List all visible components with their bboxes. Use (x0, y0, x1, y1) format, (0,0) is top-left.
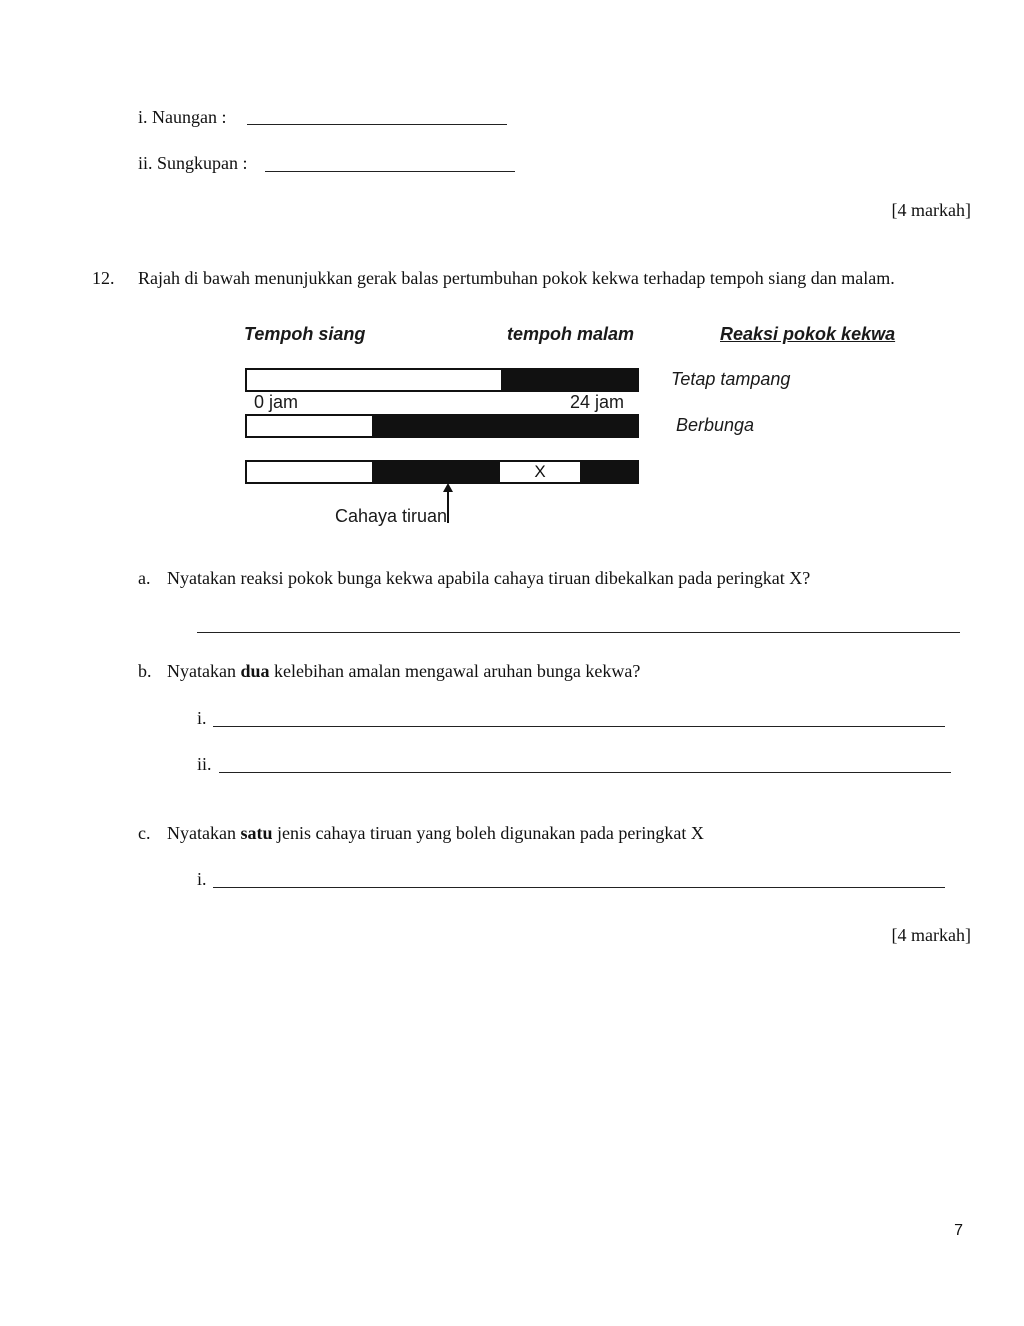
part-b-answer-line-i[interactable] (213, 726, 945, 727)
part-c-label: c. (138, 823, 151, 843)
naungan-answer-line[interactable] (247, 124, 507, 125)
marker-x: X (534, 462, 546, 481)
part-a-text: Nyatakan reaksi pokok bunga kekwa apabila cahaya tiruan dibekalkan pada peringkat X? (167, 568, 811, 588)
part-a-label: a. (138, 568, 151, 588)
tick-end: 24 jam (570, 392, 625, 412)
part-c-text: Nyatakan satu jenis cahaya tiruan yang boleh digunakan pada peringkat X (167, 823, 704, 843)
part-b-item-i-label: i. (197, 708, 207, 728)
part-b-item-ii-label: ii. (197, 754, 212, 774)
part-b-label: b. (138, 661, 152, 681)
header-night-period: tempoh malam (507, 324, 635, 344)
tick-start: 0 jam (254, 392, 299, 412)
arrow-label: Cahaya tiruan (335, 506, 448, 526)
sungkupan-answer-line[interactable] (265, 171, 515, 172)
header-day-period: Tempoh siang (244, 324, 366, 344)
night-segment (501, 370, 637, 390)
part-c-answer-line-i[interactable] (213, 887, 945, 888)
question-text: Rajah di bawah menunjukkan gerak balas pertumbuhan pokok kekwa terhadap tempoh siang dan malam. (138, 268, 895, 288)
bar-tetap-tampang (245, 368, 639, 392)
bar-berbunga (245, 414, 639, 438)
night-segment (372, 416, 637, 436)
reaction-tetap-tampang: Tetap tampang (671, 369, 791, 389)
bar-night-interruption (245, 460, 639, 484)
reaction-berbunga: Berbunga (676, 415, 755, 435)
part-c-item-i-label: i. (197, 869, 207, 889)
part-a-answer-line[interactable] (197, 632, 960, 633)
part-b-answer-line-ii[interactable] (219, 772, 951, 773)
header-reaction: Reaksi pokok kekwa (720, 324, 896, 344)
naungan-label: i. Naungan : (138, 107, 227, 127)
sungkupan-label: ii. Sungkupan : (138, 153, 248, 173)
marks-previous: [4 markah] (891, 200, 971, 220)
part-b-text: Nyatakan dua kelebihan amalan mengawal aruhan bunga kekwa? (167, 661, 641, 681)
page-number: 7 (954, 1222, 963, 1239)
marks-end: [4 markah] (891, 925, 971, 945)
question-number: 12. (92, 268, 115, 288)
light-interruption-segment (500, 462, 580, 482)
